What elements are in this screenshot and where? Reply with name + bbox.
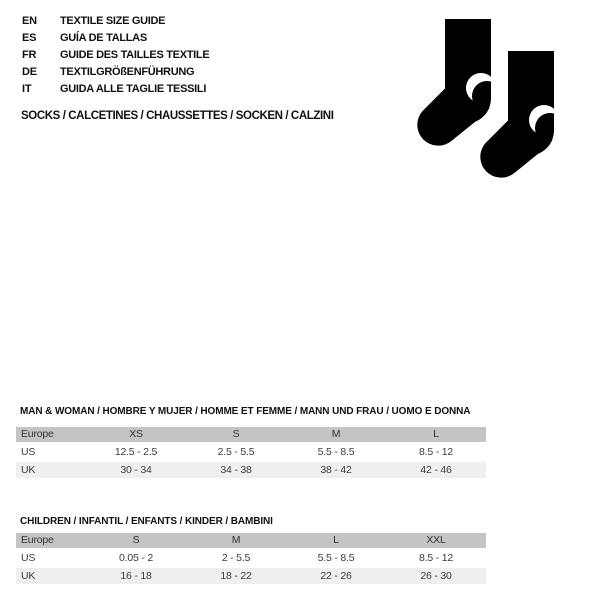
lang-code-de: DE	[22, 66, 37, 78]
column-header-s: S	[232, 428, 240, 440]
man-woman-table-title: MAN & WOMAN / HOMBRE Y MUJER / HOMME ET FEMME / MANN UND FRAU / UOMO E DONNA	[20, 406, 471, 417]
table-row-uk	[16, 462, 486, 478]
size-value-cell: 22 - 26	[320, 570, 352, 582]
table-row-uk	[16, 568, 486, 584]
language-legend	[22, 13, 209, 98]
column-header-europe: Europe	[21, 534, 54, 546]
size-value-cell: 42 - 46	[420, 464, 452, 476]
lang-row-es	[22, 30, 209, 47]
size-value-cell: 2 - 5.5	[221, 552, 251, 564]
category-title-socks: SOCKS / CALCETINES / CHAUSSETTES / SOCKEN / CALZINI	[21, 110, 334, 122]
sock-front-icon	[480, 51, 565, 178]
lang-code-es: ES	[22, 32, 37, 44]
column-header-m: M	[231, 534, 241, 546]
lang-row-en	[22, 13, 209, 30]
sock-back-icon	[417, 19, 502, 146]
size-value-cell: 5.5 - 8.5	[317, 552, 355, 564]
size-value-cell: 18 - 22	[220, 570, 252, 582]
table-row-us	[16, 550, 486, 566]
lang-code-it: IT	[22, 83, 32, 95]
table-header-row	[16, 533, 486, 548]
lang-row-fr	[22, 47, 209, 64]
lang-label-fr: GUIDE DES TAILLES TEXTILE	[60, 49, 210, 61]
column-header-l: L	[333, 534, 339, 546]
size-value-cell: 2.5 - 5.5	[217, 446, 255, 458]
lang-code-en: EN	[22, 15, 37, 27]
column-header-m: M	[331, 428, 341, 440]
size-value-cell: 16 - 18	[120, 570, 152, 582]
lang-label-de: TEXTILGRÖßENFÜHRUNG	[60, 66, 195, 78]
children-size-table	[16, 533, 486, 584]
man-woman-size-table	[16, 427, 486, 478]
region-cell: UK	[21, 464, 36, 476]
column-header-europe: Europe	[21, 428, 54, 440]
lang-label-it: GUIDA ALLE TAGLIE TESSILI	[60, 83, 207, 95]
table-row-us	[16, 444, 486, 460]
size-value-cell: 38 - 42	[320, 464, 352, 476]
children-table-title: CHILDREN / INFANTIL / ENFANTS / KINDER / BAMBINI	[20, 516, 273, 527]
region-cell: UK	[21, 570, 36, 582]
socks-pair-icon	[400, 8, 570, 188]
column-header-s: S	[132, 534, 140, 546]
region-cell: US	[21, 446, 36, 458]
lang-label-es: GUÍA DE TALLAS	[60, 32, 147, 44]
size-value-cell: 0.05 - 2	[118, 552, 153, 564]
lang-row-it	[22, 81, 209, 98]
size-value-cell: 8.5 - 12	[418, 446, 453, 458]
size-value-cell: 5.5 - 8.5	[317, 446, 355, 458]
table-header-row	[16, 427, 486, 442]
lang-row-de	[22, 64, 209, 81]
region-cell: US	[21, 552, 36, 564]
column-header-l: L	[433, 428, 439, 440]
lang-label-en: TEXTILE SIZE GUIDE	[60, 15, 166, 27]
size-value-cell: 12.5 - 2.5	[114, 446, 158, 458]
lang-code-fr: FR	[22, 49, 37, 61]
column-header-xxl: XXL	[426, 534, 446, 546]
size-value-cell: 8.5 - 12	[418, 552, 453, 564]
size-value-cell: 34 - 38	[220, 464, 252, 476]
size-value-cell: 30 - 34	[120, 464, 152, 476]
size-value-cell: 26 - 30	[420, 570, 452, 582]
column-header-xs: XS	[129, 428, 143, 440]
